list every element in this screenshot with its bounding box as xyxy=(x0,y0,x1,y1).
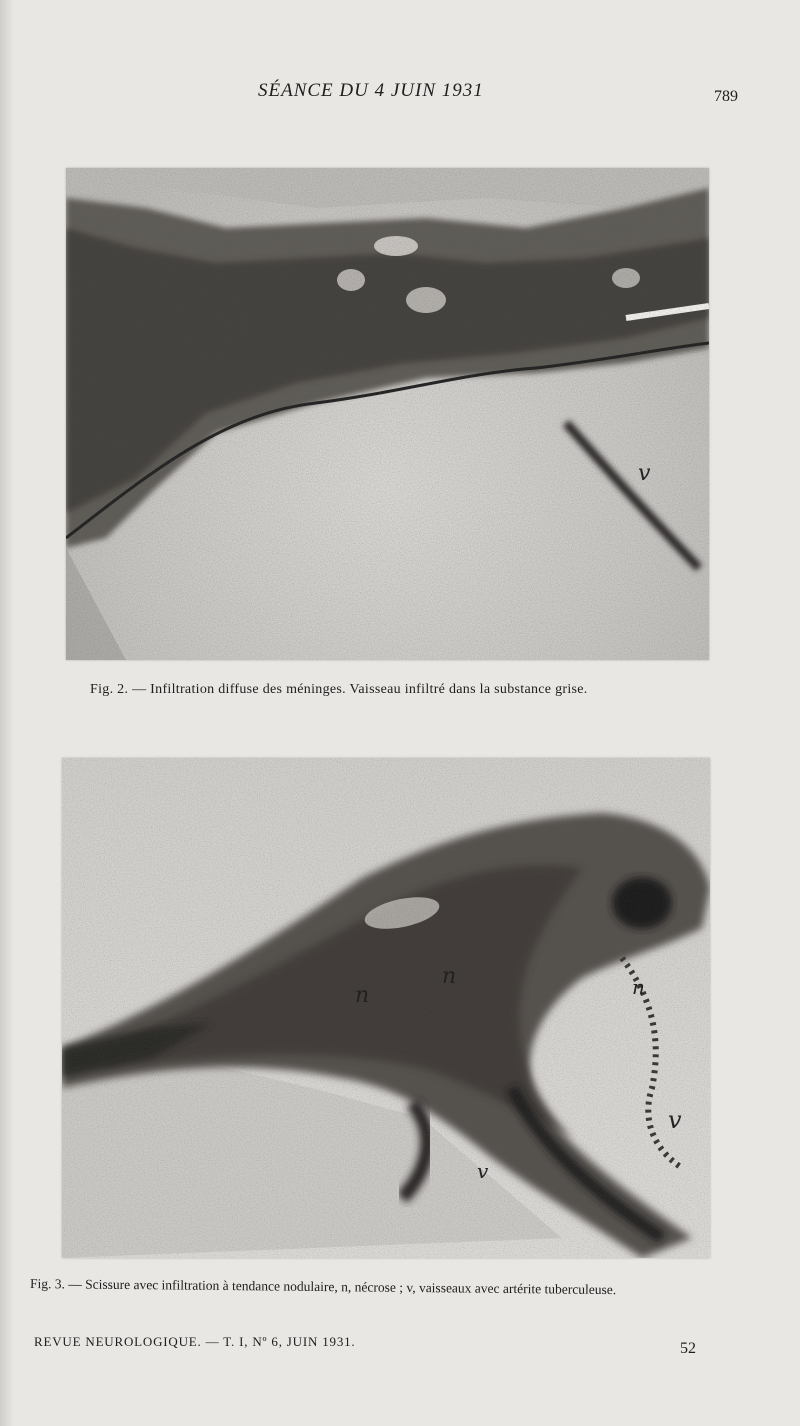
journal-footer: REVUE NEUROLOGIQUE. — T. I, Nº 6, JUIN 1931. xyxy=(34,1334,356,1349)
running-title: SÉANCE DU 4 JUIN 1931 xyxy=(258,80,484,101)
label-v-2: v xyxy=(477,1159,489,1183)
signature-mark: 52 xyxy=(680,1340,696,1357)
label-n-1: n xyxy=(355,983,370,1008)
label-v-1: v xyxy=(668,1106,682,1134)
figure-2-micrograph xyxy=(66,168,709,660)
label-n-2: n xyxy=(442,964,457,989)
page-number: 789 xyxy=(714,88,738,105)
figure-3-micrograph xyxy=(62,758,710,1258)
page-edge-shadow xyxy=(0,0,14,1426)
figure-2-caption: Fig. 2. — Infiltration diffuse des méninges. Vaisseau infiltré dans la substance grise. xyxy=(90,682,588,697)
label-n-3: n xyxy=(632,975,645,999)
label-v: v xyxy=(638,461,651,486)
figure-3-caption: Fig. 3. — Scissure avec infiltration à tendance nodulaire, n, nécrose ; v, vaisseaux avec artérite tuberculeuse. xyxy=(29,1276,617,1298)
